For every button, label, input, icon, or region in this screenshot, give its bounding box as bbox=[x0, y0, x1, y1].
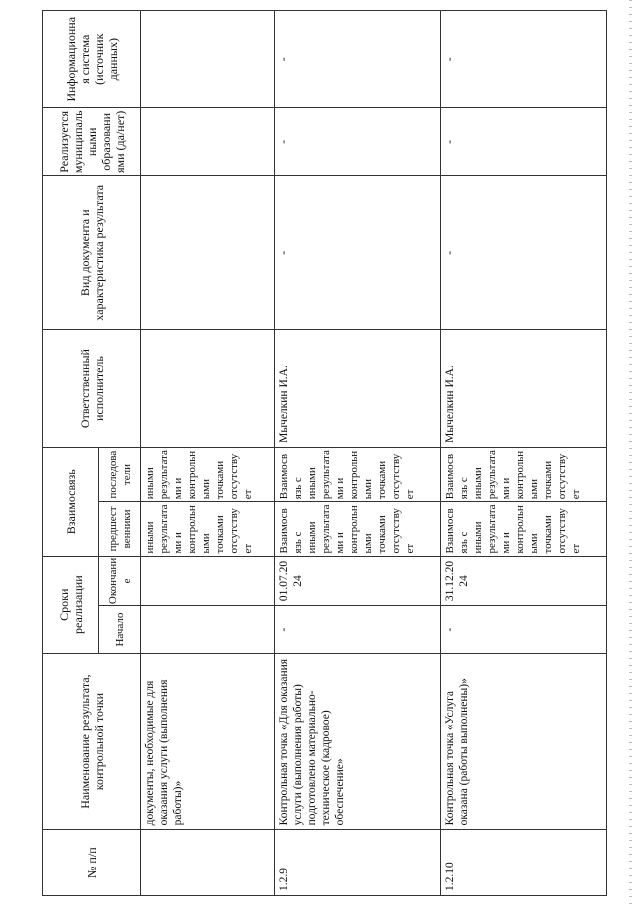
row-start: - bbox=[275, 606, 441, 654]
row-end bbox=[141, 556, 275, 606]
header-link: Взаимосвязь bbox=[43, 447, 99, 556]
header-terms: Сроки реализации bbox=[43, 556, 99, 653]
row-num: 1.2.10 bbox=[441, 830, 607, 896]
header-succ: последователи bbox=[99, 447, 141, 501]
row-end: 01.07.2024 bbox=[275, 556, 441, 606]
header-resp: Ответственный исполнитель bbox=[43, 330, 141, 448]
row-doc: - bbox=[441, 176, 607, 330]
row-info bbox=[141, 11, 275, 108]
row-muni: - bbox=[275, 108, 441, 176]
header-end: Окончание bbox=[99, 556, 141, 606]
plan-table bbox=[42, 10, 607, 896]
row-info: - bbox=[275, 11, 441, 108]
header-doc: Вид документа и характеристика результата bbox=[43, 176, 141, 330]
row-start: - bbox=[441, 606, 607, 654]
row-pred: Взаимосвязь с иными результатами и контрольными точками отсутствует bbox=[441, 502, 607, 556]
row-succ: Взаимосвязь с иными результатами и контрольными точками отсутствует bbox=[275, 447, 441, 501]
table-row bbox=[441, 11, 607, 896]
row-name: Контрольная точка «Для оказания услуги (выполнения работы) подготовлено материально-техническое (кадровое) обеспечение» bbox=[275, 653, 441, 830]
row-num bbox=[141, 830, 275, 896]
header-pred: предшественники bbox=[99, 502, 141, 556]
row-muni bbox=[141, 108, 275, 176]
row-num: 1.2.9 bbox=[275, 830, 441, 896]
row-info: - bbox=[441, 11, 607, 108]
header-num: № п/п bbox=[43, 830, 141, 896]
row-resp: Мычелкин И.А. bbox=[275, 330, 441, 448]
row-name: документы, необходимые для оказания услуги (выполнения работы)» bbox=[141, 653, 275, 830]
row-doc: - bbox=[275, 176, 441, 330]
row-muni: - bbox=[441, 108, 607, 176]
row-name: Контрольная точка «Услуга оказана (работы выполнены)» bbox=[441, 653, 607, 830]
header-info: Информационная система (источник данных) bbox=[43, 11, 141, 108]
row-succ: Взаимосвязь с иными результатами и контрольными точками отсутствует bbox=[441, 447, 607, 501]
table-row bbox=[275, 11, 441, 896]
row-doc bbox=[141, 176, 275, 330]
header-name: Наименование результата, контрольной точки bbox=[43, 653, 141, 830]
row-pred: Взаимосвязь с иными результатами и контрольными точками отсутствует bbox=[275, 502, 441, 556]
header-row-1 bbox=[43, 11, 99, 896]
row-resp: Мычелкин И.А. bbox=[441, 330, 607, 448]
row-pred: иными результатами и контрольными точками отсутствует bbox=[141, 502, 275, 556]
header-start: Начало bbox=[99, 606, 141, 654]
row-end: 31.12.2024 bbox=[441, 556, 607, 606]
table-row bbox=[141, 11, 275, 896]
row-succ: иными результатами и контрольными точками отсутствует bbox=[141, 447, 275, 501]
row-resp bbox=[141, 330, 275, 448]
row-start bbox=[141, 606, 275, 654]
header-muni: Реализуется муниципальными образованиями (да/нет) bbox=[43, 108, 141, 176]
